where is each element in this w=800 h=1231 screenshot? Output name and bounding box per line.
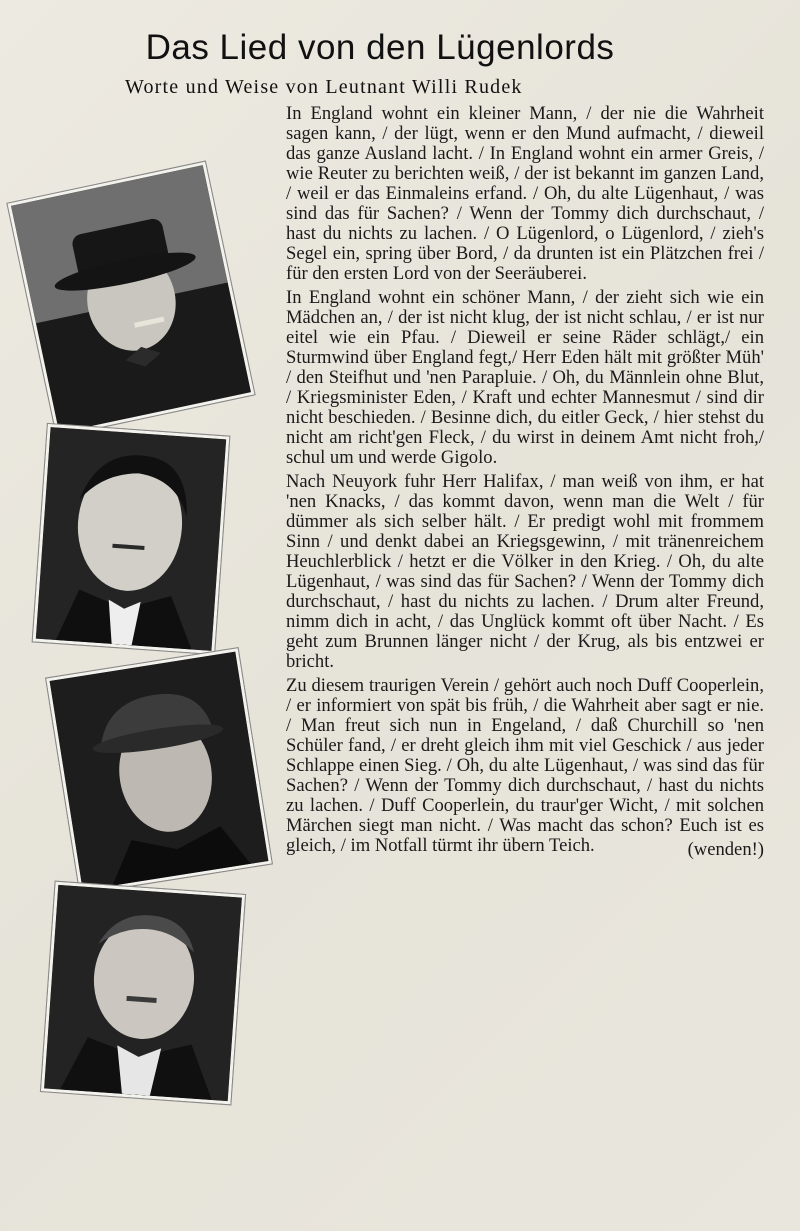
- stanza: In England wohnt ein kleiner Mann, / der nie die Wahrheit sagen kann, / der lügt, wenn er den Mund aufmacht, / dieweil das ganze Ausland lacht. / In England wohnt ein armer Greis, / wie Reuter zu berichten weiß, / der ist bekannt im ganzen Land, / weil er das Einmaleins erfand. / Oh, du alte Lügenhaut, / was sind das für Sachen? / Wenn der Tommy dich durchschaut, / hast du nichts zu lachen. / O Lügenlord, o Lügenlord, / zieh's Segel ein, spring über Bord, / da drunten ist ein Plätzchen frei / für den ersten Lord von der Seeräuberei.: [286, 103, 764, 284]
- song-credits: Worte und Weise von Leutnant Willi Rudek: [125, 76, 523, 98]
- portrait-photo-1: [7, 162, 254, 437]
- song-title: Das Lied von den Lügenlords: [145, 28, 615, 67]
- portrait-photo-3: [46, 648, 272, 894]
- stanza: Zu diesem traurigen Verein / gehört auch noch Duff Cooperlein, / er informiert von spät bis früh, / die Wahrheit aber sagt er nie. / Man freut sich nun in Engeland, / daß Churchill so 'nen Schüler fand, / er dreht gleich ihm mit viel Geschick / aus jeder Schlappe einen Sieg. / Oh, du alte Lügenhaut, / was sind das für Sachen? / Wenn der Tommy dich durchschaut, / hast du nichts zu lachen. / Duff Cooperlein, du traur'ger Wicht, / mit solchen Märchen siegt man nicht. / Was macht das schon? Euch ist es gleich, / im Notfall türmt ihr übern Teich.: [286, 675, 764, 856]
- song-lyrics: [286, 104, 764, 860]
- stanza: Nach Neuyork fuhr Herr Halifax, / man weiß von ihm, er hat 'nen Knacks, / das kommt davon, wenn man die Welt / für dümmer als sich selber hält. / Er predigt wohl mit frommem Sinn / und denkt dabei an Kriegsgewinn, / mit tränenreichem Heuchlerblick / hetzt er die Völker in den Krieg. / Oh, du alte Lügenhaut, / was sind das für Sachen? / Wenn der Tommy dich durchschaut, / hast du nichts zu lachen. / Drum alter Freund, nimm dich in acht, / das Unglück kommt oft über Nacht. / Es geht zum Brunnen länger nicht / der Krug, als bis entzwei er bricht.: [286, 471, 764, 672]
- stanza: In England wohnt ein schöner Mann, / der zieht sich wie ein Mädchen an, / der ist nicht klug, der ist nicht schlau, / er ist nur eitel wie ein Pfau. / Dieweil er seine Räder schlägt,/ ein Sturmwind über England fegt,/ Herr Eden hält mit größter Müh' / den Steifhut und 'nen Parapluie. / Oh, du Männlein ohne Blut, / Kriegsminister Eden, / Kraft und echter Mannesmut / sind dir nicht beschieden. / Besinne dich, du eitler Geck, / hier stehst du nicht am richt'gen Fleck, / du wirst in deinem Amt nicht froh,/ schul um und werde Gigolo.: [286, 287, 764, 468]
- portrait-photo-2: [33, 424, 230, 654]
- turn-over-note: (wenden!): [687, 839, 764, 860]
- portrait-photo-4: [41, 882, 245, 1105]
